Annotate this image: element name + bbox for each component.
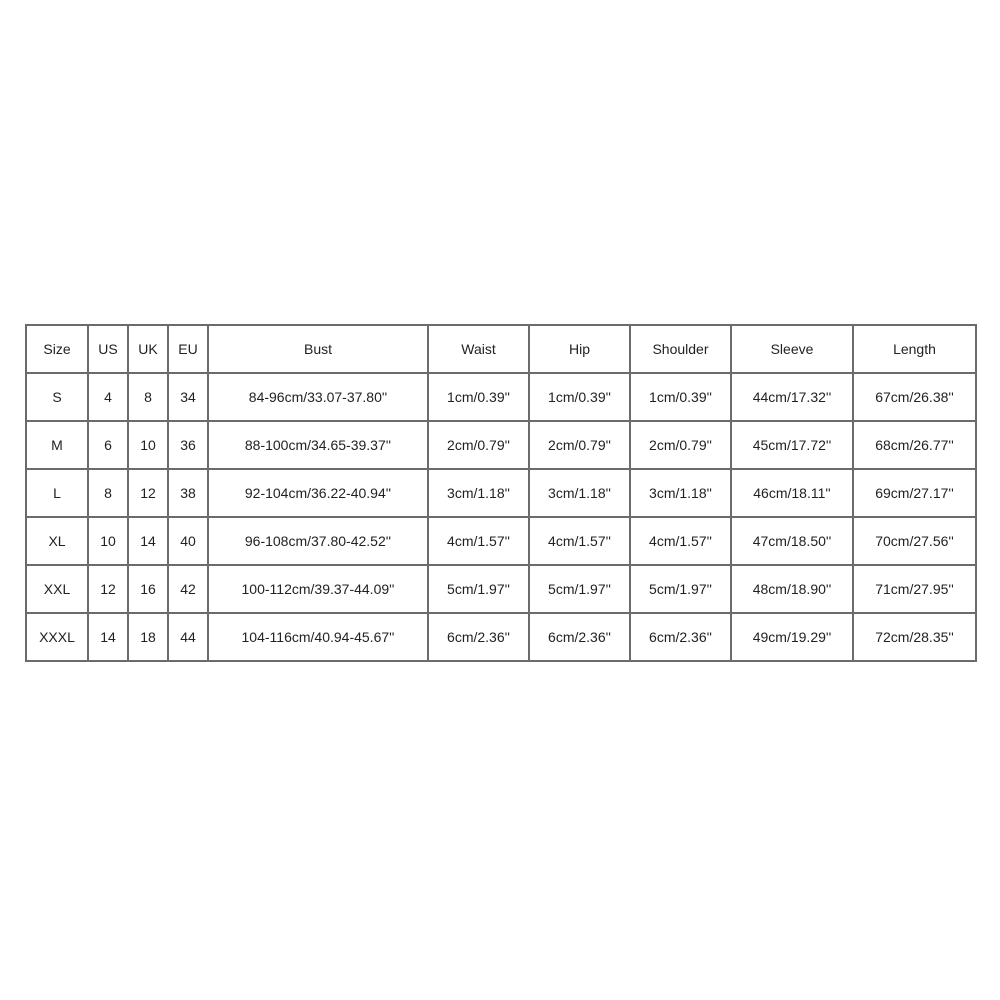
- cell-uk: 14: [128, 517, 168, 565]
- cell-hip: 5cm/1.97'': [529, 565, 630, 613]
- cell-eu: 34: [168, 373, 208, 421]
- cell-shoulder: 6cm/2.36'': [630, 613, 731, 661]
- table-row: [26, 469, 976, 517]
- cell-us: 4: [88, 373, 128, 421]
- cell-waist: 5cm/1.97'': [428, 565, 529, 613]
- header-shoulder: Shoulder: [630, 325, 731, 373]
- table-row: [26, 517, 976, 565]
- cell-hip: 6cm/2.36'': [529, 613, 630, 661]
- cell-uk: 10: [128, 421, 168, 469]
- cell-bust: 100-112cm/39.37-44.09'': [208, 565, 428, 613]
- table-row: [26, 373, 976, 421]
- cell-sleeve: 47cm/18.50'': [731, 517, 853, 565]
- cell-hip: 1cm/0.39'': [529, 373, 630, 421]
- cell-size: XXL: [26, 565, 88, 613]
- table-row: [26, 565, 976, 613]
- cell-waist: 2cm/0.79'': [428, 421, 529, 469]
- cell-size: L: [26, 469, 88, 517]
- cell-length: 72cm/28.35'': [853, 613, 976, 661]
- cell-eu: 40: [168, 517, 208, 565]
- cell-bust: 88-100cm/34.65-39.37'': [208, 421, 428, 469]
- cell-size: S: [26, 373, 88, 421]
- cell-bust: 84-96cm/33.07-37.80'': [208, 373, 428, 421]
- cell-waist: 3cm/1.18'': [428, 469, 529, 517]
- header-waist: Waist: [428, 325, 529, 373]
- cell-uk: 16: [128, 565, 168, 613]
- cell-waist: 6cm/2.36'': [428, 613, 529, 661]
- cell-size: XXXL: [26, 613, 88, 661]
- cell-shoulder: 4cm/1.57'': [630, 517, 731, 565]
- table-row: [26, 421, 976, 469]
- cell-eu: 36: [168, 421, 208, 469]
- cell-us: 12: [88, 565, 128, 613]
- cell-bust: 96-108cm/37.80-42.52'': [208, 517, 428, 565]
- cell-sleeve: 44cm/17.32'': [731, 373, 853, 421]
- header-hip: Hip: [529, 325, 630, 373]
- header-row: [26, 325, 976, 373]
- header-bust: Bust: [208, 325, 428, 373]
- header-sleeve: Sleeve: [731, 325, 853, 373]
- cell-length: 67cm/26.38'': [853, 373, 976, 421]
- cell-sleeve: 46cm/18.11'': [731, 469, 853, 517]
- cell-eu: 44: [168, 613, 208, 661]
- cell-uk: 18: [128, 613, 168, 661]
- cell-us: 10: [88, 517, 128, 565]
- cell-us: 6: [88, 421, 128, 469]
- cell-hip: 2cm/0.79'': [529, 421, 630, 469]
- cell-us: 8: [88, 469, 128, 517]
- cell-eu: 42: [168, 565, 208, 613]
- cell-bust: 104-116cm/40.94-45.67'': [208, 613, 428, 661]
- cell-bust: 92-104cm/36.22-40.94'': [208, 469, 428, 517]
- cell-sleeve: 48cm/18.90'': [731, 565, 853, 613]
- cell-sleeve: 45cm/17.72'': [731, 421, 853, 469]
- cell-uk: 8: [128, 373, 168, 421]
- cell-uk: 12: [128, 469, 168, 517]
- header-us: US: [88, 325, 128, 373]
- cell-shoulder: 2cm/0.79'': [630, 421, 731, 469]
- cell-hip: 3cm/1.18'': [529, 469, 630, 517]
- header-eu: EU: [168, 325, 208, 373]
- cell-sleeve: 49cm/19.29'': [731, 613, 853, 661]
- cell-length: 71cm/27.95'': [853, 565, 976, 613]
- cell-length: 70cm/27.56'': [853, 517, 976, 565]
- cell-length: 68cm/26.77'': [853, 421, 976, 469]
- cell-hip: 4cm/1.57'': [529, 517, 630, 565]
- cell-size: XL: [26, 517, 88, 565]
- cell-us: 14: [88, 613, 128, 661]
- size-chart-table: [25, 324, 977, 662]
- table-row: [26, 613, 976, 661]
- cell-length: 69cm/27.17'': [853, 469, 976, 517]
- cell-waist: 1cm/0.39'': [428, 373, 529, 421]
- cell-shoulder: 1cm/0.39'': [630, 373, 731, 421]
- cell-waist: 4cm/1.57'': [428, 517, 529, 565]
- cell-shoulder: 5cm/1.97'': [630, 565, 731, 613]
- cell-shoulder: 3cm/1.18'': [630, 469, 731, 517]
- cell-eu: 38: [168, 469, 208, 517]
- header-size: Size: [26, 325, 88, 373]
- header-length: Length: [853, 325, 976, 373]
- cell-size: M: [26, 421, 88, 469]
- header-uk: UK: [128, 325, 168, 373]
